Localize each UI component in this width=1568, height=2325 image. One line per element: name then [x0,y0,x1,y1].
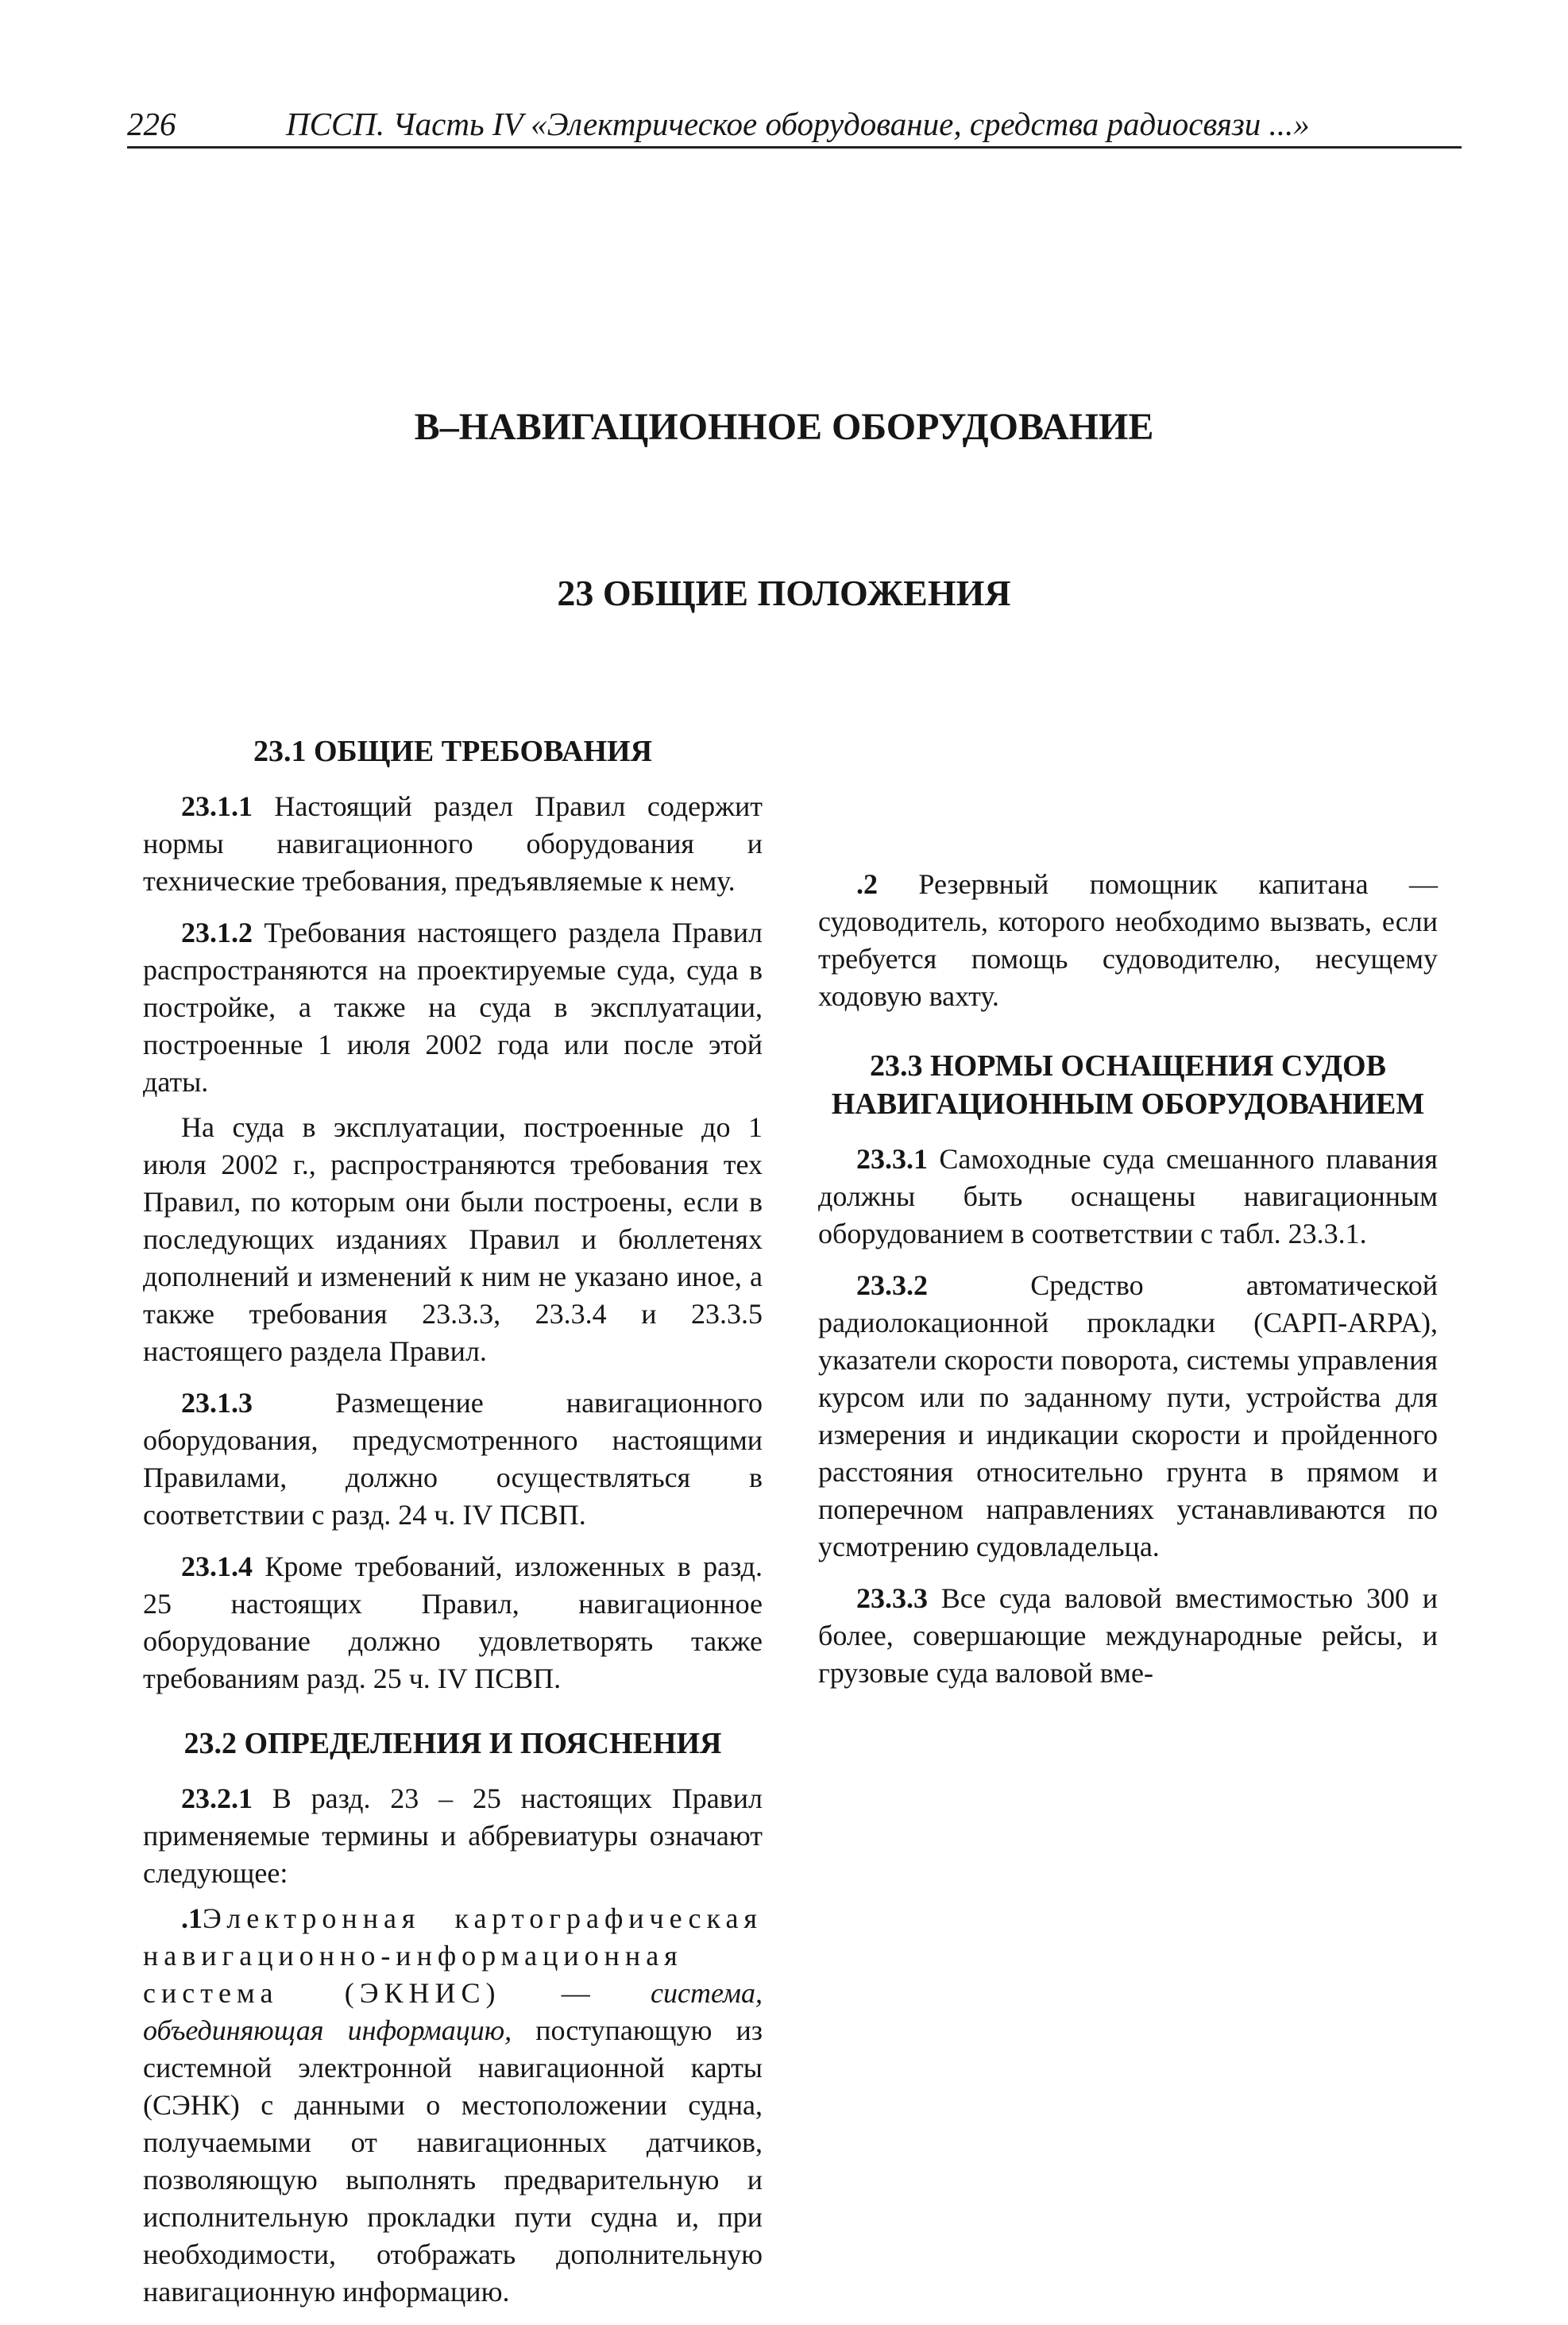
definition-number: .2 [856,868,878,900]
right-column [818,866,1438,1706]
paragraph-23-1-2 [143,914,763,1101]
paragraph-23-2-1 [143,1780,763,1892]
definition-text-italic: система, объединяющая информацию, [143,1977,763,2046]
paragraph-23-1-1 [143,788,763,900]
paragraph-number: 23.3.1 [856,1143,928,1175]
paragraph-number: 23.1.2 [181,917,253,948]
paragraph-23-3-3 [818,1580,1438,1692]
section-heading-23-3: 23.3 НОРМЫ ОСНАЩЕНИЯ СУДОВ НАВИГАЦИОННЫМ ОБОРУДОВАНИЕМ [831,1049,1425,1121]
definition-text: Резервный помощник капитана — судоводитель, которого необходимо вызвать, если требуется помощь судоводителю, несущему ходовую вахту. [818,868,1438,1012]
part-title: В–НАВИГАЦИОННОЕ ОБОРУДОВАНИЕ [414,406,1154,448]
page-number: 226 [127,106,176,142]
left-column [143,732,763,2325]
paragraph-number: 23.2.1 [181,1782,253,1814]
running-title: ПССП. Часть IV «Электрическое оборудование, средства радиосвязи ...» [286,106,1310,142]
paragraph-text: Кроме требований, изложенных в разд. 25 настоящих Правил, навигационное оборудование должно удовлетворять также требованиям разд. 25 ч. IV ПСВП. [143,1551,763,1694]
paragraph-text: Требования настоящего раздела Правил распространяются на проектируемые суда, суда в постройке, а также на суда в эксплуатации, построенные 1 июля 2002 года или после этой даты. [143,917,763,1098]
section-heading-23-2: 23.2 ОПРЕДЕЛЕНИЯ И ПОЯСНЕНИЯ [183,1727,722,1760]
paragraph-text: В разд. 23 – 25 настоящих Правил применяемые термины и аббревиатуры означают следующее: [143,1782,763,1889]
paragraph-number: 23.1.3 [181,1387,253,1419]
definition-text: поступающую из системной электронной навигационной карты (СЭНК) с данными о местоположении судна, получаемыми от навигационных датчиков, позволяющую выполнять предварительную и исполнительную прокладки пути судна и, при необходимости, отображать дополнительную навигационную информацию. [143,2014,763,2308]
definition-number: .1 [181,1902,203,1934]
definition-term: Электронная картографическая навигационно-информационная система (ЭКНИС) [143,1902,763,2009]
paragraph-text: Размещение навигационного оборудования, предусмотренного настоящими Правилами, должно осуществляться в соответствии с разд. 24 ч. IV ПСВП. [143,1387,763,1531]
paragraph-number: 23.3.3 [856,1582,928,1614]
section-heading-23-1: 23.1 ОБЩИЕ ТРЕБОВАНИЯ [253,735,653,768]
paragraph-number: 23.1.1 [181,790,253,822]
paragraph-23-1-4 [143,1548,763,1697]
paragraph-23-1-3 [143,1385,763,1534]
paragraph-23-3-2 [818,1267,1438,1566]
paragraph-23-1-2-continued: На суда в эксплуатации, построенные до 1 июля 2002 г., распространяются требования тех Правил, по которым они были построены, если в последующих изданиях Правил и бюллетенях дополнений и изменений к ним не указано иное, а также требования 23.3.3, 23.3.4 и 23.3.5 настоящего раздела Правил. [143,1111,763,1367]
paragraph-text: Настоящий раздел Правил содержит нормы навигационного оборудования и технические требования, предъявляемые к нему. [143,790,763,897]
definition-1 [143,1900,763,2311]
paragraph-text: Средство автоматической радиолокационной прокладки (САРП-ARPA), указатели скорости поворота, системы управления курсом или по заданному пути, устройства для измерения и индикации скорости и пройденного расстояния относительно грунта в прямом и поперечном направлениях устанавливаются по усмотрению судовладельца. [818,1269,1438,1562]
definition-dash: — [500,1977,651,2009]
chapter-title: 23 ОБЩИЕ ПОЛОЖЕНИЯ [557,573,1011,613]
definition-2 [818,866,1438,1015]
paragraph-23-3-1 [818,1141,1438,1253]
running-header [127,102,1462,149]
paragraph-text: Самоходные суда смешанного плавания должны быть оснащены навигационным оборудованием в соответствии с табл. 23.3.1. [818,1143,1438,1249]
paragraph-text: Все суда валовой вместимостью 300 и более, совершающие международные рейсы, и грузовые суда валовой вме- [818,1582,1438,1689]
paragraph-number: 23.3.2 [856,1269,928,1301]
paragraph-number: 23.1.4 [181,1551,253,1582]
